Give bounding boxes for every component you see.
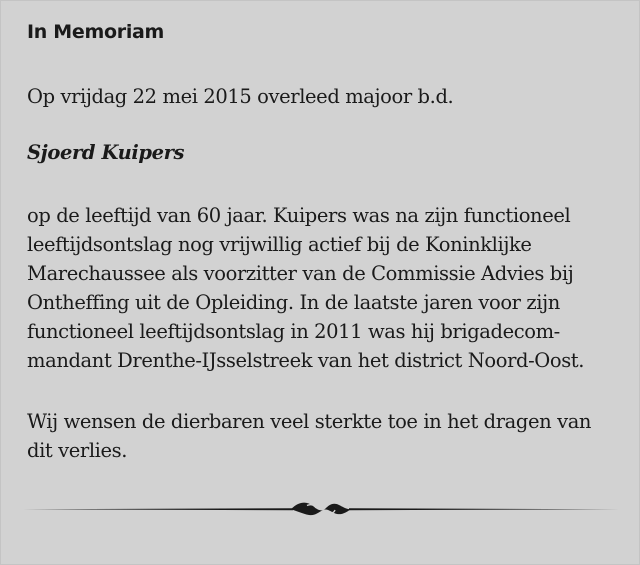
paragraph-line: Wij wensen de dierbaren veel sterkte toe in het dragen van bbox=[27, 410, 592, 433]
condolence-paragraph bbox=[27, 407, 627, 465]
intro-sentence: Op vrijdag 22 mei 2015 overleed majoor b.d. bbox=[27, 85, 454, 108]
paragraph-line: op de leeftijd van 60 jaar. Kuipers was na zijn functioneel bbox=[27, 204, 571, 227]
paragraph-line: Marechaussee als voorzitter van de Commissie Advies bij bbox=[27, 262, 574, 285]
deceased-name: Sjoerd Kuipers bbox=[27, 141, 185, 164]
biography-paragraph bbox=[27, 201, 627, 375]
scroll-divider-icon bbox=[23, 497, 619, 521]
paragraph-line: dit verlies. bbox=[27, 439, 128, 462]
memoriam-heading: In Memoriam bbox=[27, 21, 165, 43]
paragraph-line: functioneel leeftijdsontslag in 2011 was hij brigadecom- bbox=[27, 320, 560, 343]
paragraph-line: leeftijdsontslag nog vrijwillig actief bij de Koninklijke bbox=[27, 233, 532, 256]
paragraph-line: Ontheffing uit de Opleiding. In de laatste jaren voor zijn bbox=[27, 291, 560, 314]
paragraph-line: mandant Drenthe-IJsselstreek van het district Noord-Oost. bbox=[27, 349, 585, 372]
